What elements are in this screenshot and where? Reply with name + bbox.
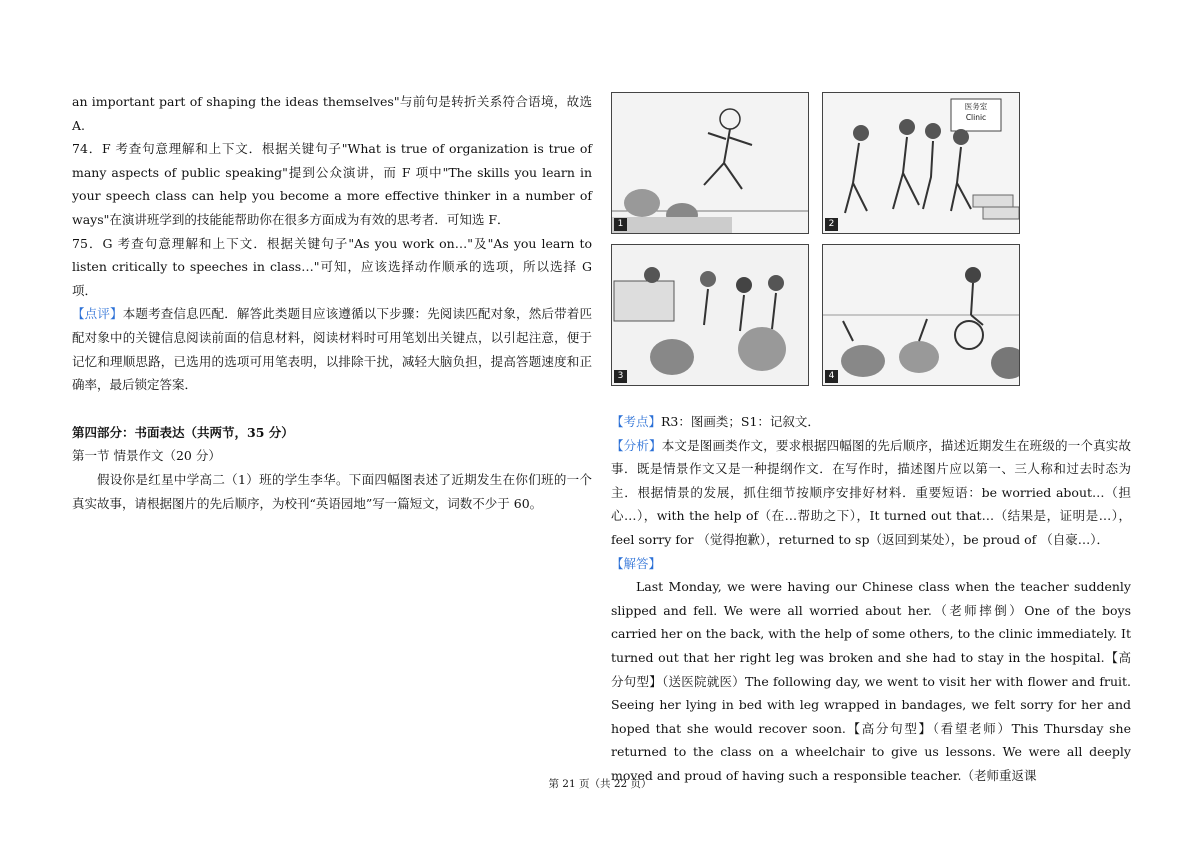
- paragraph-74: 74．F 考查句意理解和上下文．根据关键句子"What is true of organization is true of many aspects of public speaking"提到公众演讲，而 F 项中"The skills you learn in your speech class can help you become a more effective thinker in a number of ways"在演讲班学到的技能能帮助你在很多方面成为有效的思考者．可知选 F．: [72, 141, 592, 227]
- comment-paragraph: [72, 302, 592, 396]
- picture-panel: [611, 92, 1025, 392]
- comment-tag: 【点评】: [72, 306, 123, 322]
- kaodian-text: R3：图画类；S1：记叙文．: [661, 414, 820, 429]
- paragraph-72-ending: an important part of shaping the ideas themselves"与前句是转折关系符合语境，故选 A.: [72, 94, 592, 133]
- clinic-sign-en: Clinic: [965, 113, 987, 122]
- hospital-visit-illustration: [612, 245, 808, 385]
- fenxi-paragraph: [611, 434, 1131, 552]
- picture-number: 4: [825, 370, 838, 383]
- writing-task: 假设你是红星中学高二（1）班的学生李华。下面四幅图表述了近期发生在你们班的一个真实故事，请根据图片的先后顺序，为校刊“英语园地”写一篇短文，词数不少于 60。: [72, 471, 592, 511]
- jieda-tag: 【解答】: [611, 555, 662, 571]
- fenxi-text: 本文是图画类作文，要求根据四幅图的先后顺序，描述近期发生在班级的一个真实故事．既是情景作文又是一种提纲作文．在写作时，描述图片应以第一、三人称和过去时态为主．根据情景的发展，抓住细节按顺序安排好材料．重要短语：be worried about…（担心…），with the help of（在…帮助之下），It turned out that…（结果是，证明是…），feel sorry for （觉得抱歉），returned to sp（返回到某处），be proud of （自豪…）．: [611, 437, 1131, 547]
- picture-number: 2: [825, 218, 838, 231]
- kaodian-paragraph: [611, 410, 1131, 434]
- picture-2: [822, 92, 1020, 234]
- teacher-returns-illustration: [823, 245, 1019, 385]
- comment-text: 本题考查信息匹配．解答此类题目应该遵循以下步骤：先阅读匹配对象，然后带着匹配对象中的关键信息阅读前面的信息材料，阅读材料时可用笔划出关键点，以引起注意，便于记忆和理顺思路，已选用的选项可用笔表明，以排除干扰，减轻大脑负担，提高答题速度和正确率，最后锁定答案．: [72, 306, 592, 393]
- paragraph-75: 75．G 考查句意理解和上下文．根据关键句子"As you work on…"及"As you learn to listen critically to speeches in class…"可知，应该选择动作顺承的选项，所以选择 G 项．: [72, 235, 592, 298]
- picture-number: 1: [614, 218, 627, 231]
- picture-4: [822, 244, 1020, 386]
- picture-number: 3: [614, 370, 627, 383]
- clinic-sign-cn: 医务室: [964, 102, 988, 111]
- teacher-slipping-illustration: [612, 93, 808, 233]
- page-footer: 第 21 页（共 22 页）: [548, 778, 652, 790]
- fenxi-tag: 【分析】: [611, 437, 662, 453]
- picture-1: [611, 92, 809, 234]
- clinic-sign-text: [951, 101, 1001, 123]
- subsection-heading: 第一节 情景作文（20 分）: [72, 448, 221, 464]
- left-column: [72, 90, 592, 515]
- section-heading: 第四部分：书面表达（共两节，35 分）: [72, 424, 294, 440]
- picture-3: [611, 244, 809, 386]
- model-answer: Last Monday, we were having our Chinese class when the teacher suddenly slipped and fell. We were all worried about her.（老师摔倒）One of the boys carried her on the back, with the help of some others, to the clinic immediately. It turned out that her right leg was broken and she had to stay in the hospital.【高分句型】（送医院就医）The following day, we went to visit her with flower and fruit. Seeing her lying in bed with leg wrapped in bandages, we felt sorry for her and hoped that she would recover soon.【高分句型】（看望老师）This Thursday she returned to the class on a wheelchair to give us lessons. We were all deeply moved and proud of having such a responsible teacher.（老师重返课: [611, 579, 1131, 783]
- right-column: [611, 410, 1131, 788]
- kaodian-tag: 【考点】: [611, 414, 662, 429]
